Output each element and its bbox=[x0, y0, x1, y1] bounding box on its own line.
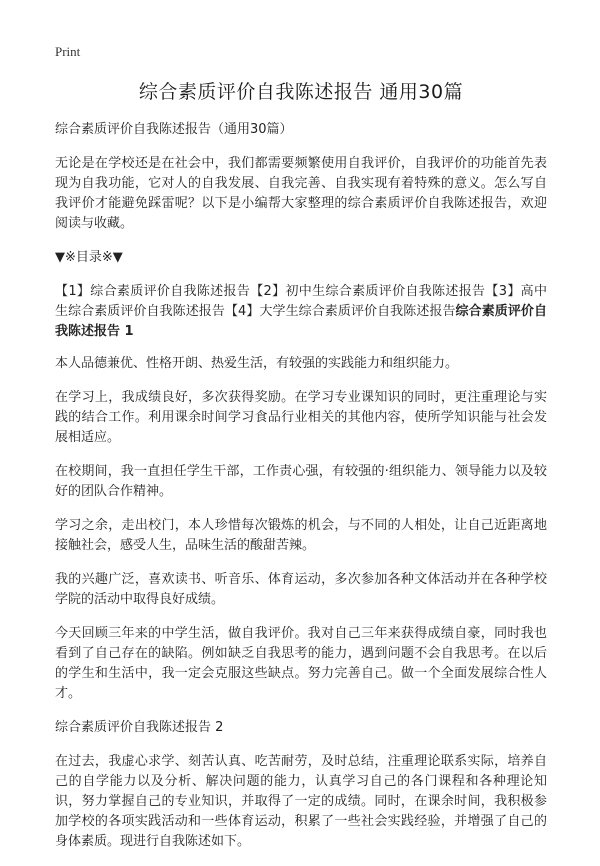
intro-paragraph: 无论是在学校还是在社会中，我们都需要频繁使用自我评价，自我评价的功能首先表现为自我功能，它对人的自我发展、自我完善、自我实现有着特殊的意义。怎么写自我评价才能避免踩雷呢？以下是小编帮大家整理的综合素质评价自我陈述报告，欢迎阅读与收藏。 bbox=[55, 156, 547, 231]
table-of-contents bbox=[55, 282, 547, 342]
article bbox=[55, 78, 547, 866]
subtitle: 综合素质评价自我陈述报告（通用30篇） bbox=[55, 122, 293, 137]
section-2-heading: 综合素质评价自我陈述报告 2 bbox=[55, 720, 224, 735]
page-title: 综合素质评价自我陈述报告 通用30篇 bbox=[138, 81, 464, 103]
section-1-paragraph: 学习之余，走出校门，本人珍惜每次锻炼的机会，与不同的人相处，让自己近距离地接触社会，感受人生，品味生活的酸甜苦辣。 bbox=[55, 518, 547, 553]
toc-link-2[interactable]: 【2】初中生综合素质评价自我陈述报告 bbox=[250, 284, 486, 299]
section-1-paragraph: 在校期间，我一直担任学生干部，工作责心强，有较强的·组织能力、领导能力以及较好的团队合作精神。 bbox=[55, 464, 547, 499]
section-1-heading: 综合素质评价自我陈述报告 1 bbox=[55, 304, 547, 339]
toc-header: ▼※目录※▼ bbox=[55, 250, 123, 265]
toc-link-3[interactable]: 【3】高中生综合素质评价自我陈述报告 bbox=[55, 284, 547, 319]
section-1-paragraph: 本人品德兼优、性格开朗、热爱生活，有较强的实践能力和组织能力。 bbox=[55, 356, 459, 371]
toc-link-4[interactable]: 【4】大学生综合素质评价自我陈述报告 bbox=[224, 304, 456, 319]
print-link[interactable]: Print bbox=[55, 44, 81, 59]
section-1-paragraph: 我的兴趣广泛，喜欢读书、听音乐、体育运动，多次参加各种文体活动并在各种学校学院的活动中取得良好成绩。 bbox=[55, 572, 547, 607]
section-1-paragraph: 今天回顾三年来的中学生活，做自我评价。我对自己三年来获得成绩自豪，同时我也看到了自己存在的缺陷。例如缺乏自我思考的能力，遇到问题不会自我思考。在以后的学生和生活中，我一定会克服这些缺点。努力完善自己。做一个全面发展综合性人才。 bbox=[55, 626, 547, 701]
section-2-paragraph: 在过去，我虚心求学、刻苦认真、吃苦耐劳，及时总结，注重理论联系实际，培养自己的自学能力以及分析、解决问题的能力，认真学习自己的各门课程和各种理论知识，努力掌握自己的专业知识，并取得了一定的成绩。同时，在课余时间，我积极参加学校的各项实践活动和一些体育运动，积累了一些社会实践经验，并增强了自己的身体素质。现进行自我陈述如下。 bbox=[55, 754, 547, 849]
toc-link-1[interactable]: 【1】综合素质评价自我陈述报告 bbox=[55, 284, 251, 299]
section-1-paragraph: 在学习上，我成绩良好，多次获得奖励。在学习专业课知识的同时，更注重理论与实践的结合工作。利用课余时间学习食品行业相关的其他内容，使所学知识能与社会发展相适应。 bbox=[55, 390, 547, 445]
